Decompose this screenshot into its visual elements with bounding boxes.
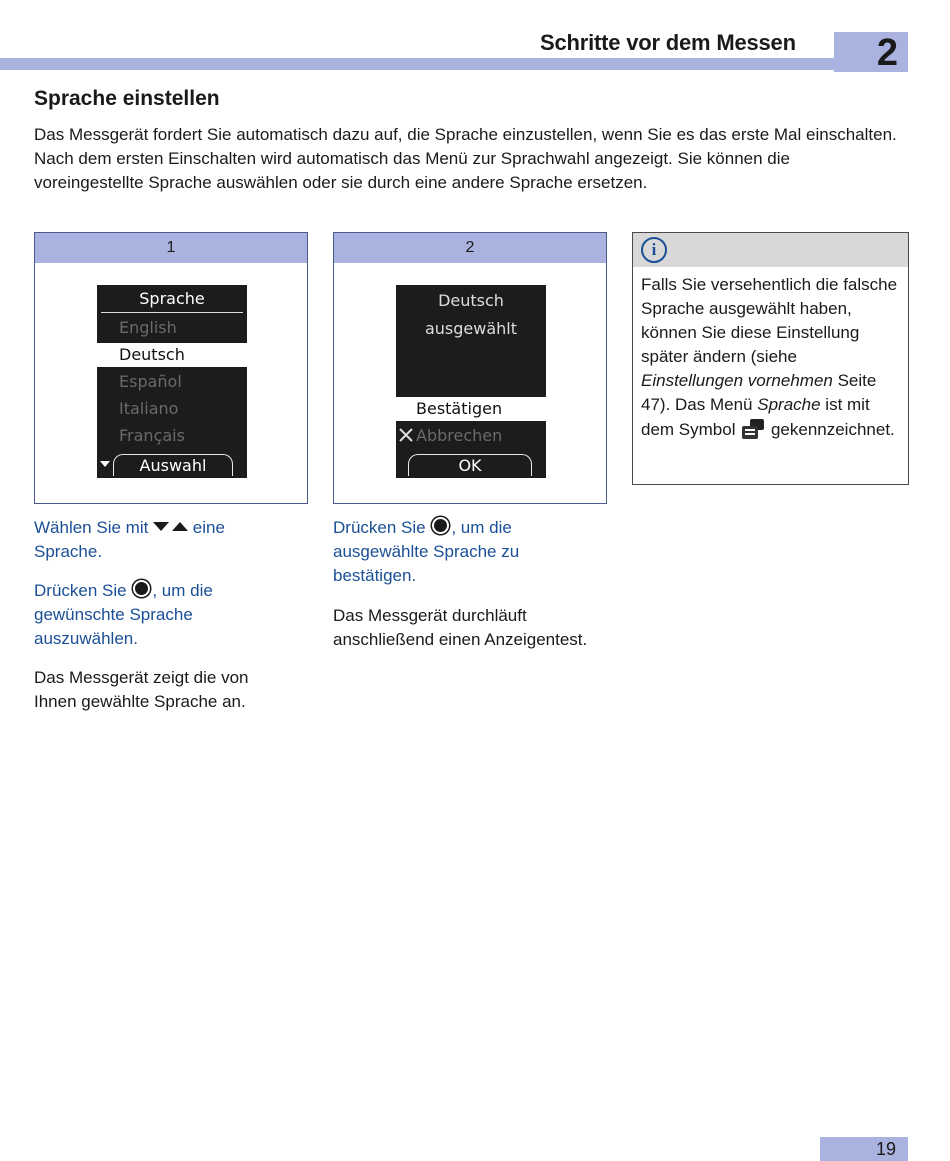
step-2-panel	[333, 232, 607, 504]
checkmark-icon	[97, 343, 117, 367]
step-1-instruction-2: Drücken Sie , um die gewünschte Sprache auszuwählen.	[34, 581, 213, 648]
screen-title-underline	[101, 312, 243, 313]
step-2-result: Das Messgerät durchläuft anschließend einen Anzeigentest.	[333, 606, 588, 649]
confirmation-line-1: Deutsch	[438, 291, 504, 310]
screen-title: Sprache	[139, 289, 205, 308]
select-softkey: Auswahl	[113, 454, 233, 476]
device-screen-language-menu	[97, 285, 247, 478]
language-option-espanol: Español	[119, 372, 182, 391]
language-option-deutsch: Deutsch	[97, 343, 247, 367]
header-title: Schritte vor dem Messen	[540, 30, 796, 55]
scroll-down-icon	[100, 461, 110, 467]
confirm-option: Bestätigen	[396, 397, 546, 421]
page-number: 19	[820, 1137, 908, 1161]
language-option-italiano: Italiano	[119, 399, 179, 418]
info-link-settings: Einstellungen vornehmen	[641, 371, 833, 390]
info-header	[633, 233, 908, 267]
info-text: Falls Sie versehentlich die falsche Sprache ausgewählt haben, können Sie diese Einstellung später ändern (siehe Einstellungen vornehmen Seite 47). Das Menü Sprache ist mit dem Symbol gekennzeichnet.	[641, 275, 898, 439]
step-2-number: 2	[334, 233, 606, 263]
info-icon: i	[641, 237, 667, 263]
section-heading: Sprache einstellen	[34, 87, 220, 110]
enter-button-icon	[133, 580, 150, 597]
cancel-option: Abbrechen	[416, 426, 503, 445]
language-option-francais: Français	[119, 426, 185, 445]
arrow-down-icon	[153, 522, 169, 531]
intro-text: Das Messgerät fordert Sie automatisch dazu auf, die Sprache einzustellen, wenn Sie es das erste Mal einschalten. Nach dem ersten Einschalten wird automatisch das Menü zur Sprachwahl angezeigt. Sie können die voreingestellte Sprache auswählen oder sie durch eine andere Sprache ersetzen.	[34, 125, 897, 192]
step-1-number: 1	[35, 233, 307, 263]
cross-icon	[398, 427, 414, 443]
chapter-number: 2	[834, 32, 908, 72]
device-screen-confirmation	[396, 285, 546, 478]
confirmation-line-2: ausgewählt	[424, 319, 518, 338]
info-box	[632, 232, 909, 485]
step-1-panel	[34, 232, 308, 504]
info-menu-name: Sprache	[757, 395, 821, 414]
header-bar	[0, 58, 834, 70]
arrow-up-icon	[172, 522, 188, 531]
enter-button-icon	[432, 517, 449, 534]
checkmark-icon	[396, 397, 416, 421]
language-option-english: English	[119, 318, 177, 337]
step-1-instruction-1: Wählen Sie mit eine Sprache.	[34, 518, 225, 561]
settings-symbol-icon	[740, 417, 766, 441]
step-2-instruction: Drücken Sie , um die ausgewählte Sprache zu bestätigen.	[333, 518, 520, 585]
step-1-result: Das Messgerät zeigt die von Ihnen gewählte Sprache an.	[34, 668, 249, 711]
ok-softkey: OK	[408, 454, 532, 476]
